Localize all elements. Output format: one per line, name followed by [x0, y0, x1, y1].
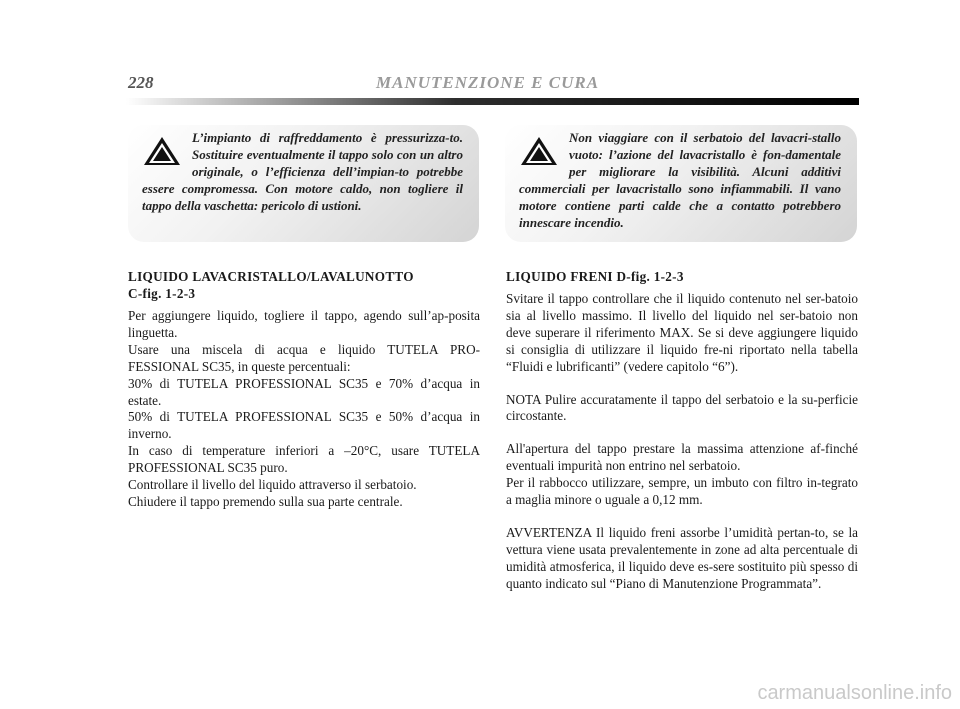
note-paragraph: NOTA Pulire accuratamente il tappo del serbatoio e la su-perficie circostante.: [506, 391, 858, 424]
warning-box-washer: [505, 125, 857, 242]
paragraph: All'apertura del tappo prestare la massima attenzione af-finché eventuali impurità non entrino nel serbatoio.: [506, 441, 858, 474]
left-column: [128, 268, 480, 511]
warning-triangle-icon: [519, 135, 559, 167]
section-heading: LIQUIDO FRENI D-fig. 1-2-3: [506, 269, 684, 284]
page-number: 228: [128, 73, 154, 92]
running-section-title: MANUTENZIONE E CURA: [376, 73, 600, 92]
header-rule: [126, 98, 859, 105]
paragraph: 50% di TUTELA PROFESSIONAL SC35 e 50% d’acqua in inverno.: [128, 409, 480, 442]
warning-box-cooling: [128, 125, 479, 242]
section-heading-line2: C-fig. 1-2-3: [128, 286, 196, 301]
paragraph: Per aggiungere liquido, togliere il tappo, agendo sull’ap-posita linguetta.: [128, 308, 480, 340]
section-heading: [128, 268, 480, 302]
paragraph: In caso di temperature inferiori a –20°C, usare TUTELA PROFESSIONAL SC35 puro.: [128, 443, 480, 476]
paragraph: Usare una miscela di acqua e liquido TUTELA PRO-FESSIONAL SC35, in queste percentuali:: [128, 341, 480, 374]
paragraph: Controllare il livello del liquido attraverso il serbatoio.: [128, 477, 417, 493]
warning-paragraph: AVVERTENZA Il liquido freni assorbe l’umidità pertan-to, se la vettura viene usata prevalentemente in zone ad alta percentuale di umidità atmosferica, il liquido deve es-sere sostituito più spesso di quanto indicato sul “Piano di Manutenzione Programmata”.: [506, 524, 858, 591]
warning-text: Non viaggiare con il serbatoio del lavacri-stallo vuoto: l’azione del lavacristallo è fon-damentale per migliorare la visibilità. Alcuni additivi commerciali per lavacristallo sono infiammabili. Il vano motore contiene parti calde che a contatto potrebbero innescare incendio.: [519, 130, 841, 230]
paragraph: Chiudere il tappo premendo sulla sua parte centrale.: [128, 493, 403, 509]
warning-triangle-icon: [142, 135, 182, 167]
right-column: [506, 268, 858, 593]
paragraph: Per il rabbocco utilizzare, sempre, un imbuto con filtro in-tegrato a maglia minore o uguale a 0,12 mm.: [506, 475, 858, 508]
watermark: carmanualsonline.info: [757, 682, 952, 704]
warning-text: L’impianto di raffreddamento è pressurizza-to. Sostituire eventualmente il tappo solo con un altro originale, o l’efficienza dell’impian-to potrebbe essere compromessa. Con motore caldo, non togliere il tappo della vaschetta: pericolo di ustioni.: [142, 130, 463, 213]
paragraph: Svitare il tappo controllare che il liquido contenuto nel ser-batoio sia al livello massimo. Il livello del liquido nel ser-batoio non deve superare il riferimento MAX. Se si deve aggiungere liquido si consiglia di utilizzare il liquido fre-ni riportato nella tabella “Fluidi e lubrificanti” (vedere capitolo “6”).: [506, 291, 858, 374]
paragraph: 30% di TUTELA PROFESSIONAL SC35 e 70% d’acqua in estate.: [128, 375, 480, 408]
section-heading-line1: LIQUIDO LAVACRISTALLO/LAVALUNOTTO: [128, 269, 414, 284]
